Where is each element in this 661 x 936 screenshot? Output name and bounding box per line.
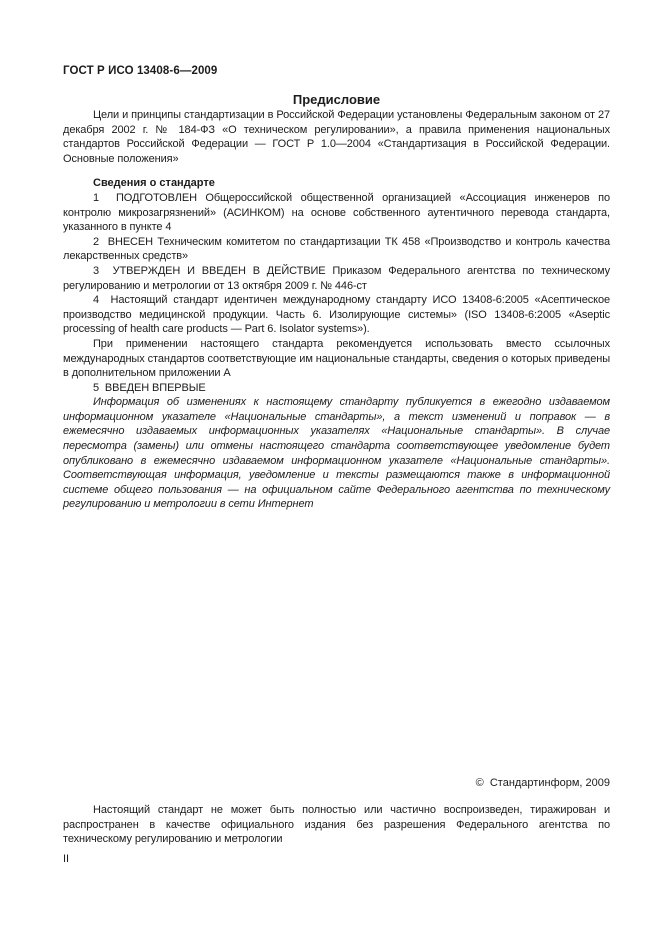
foreword-item-3: 3 УТВЕРЖДЕН И ВВЕДЕН В ДЕЙСТВИЕ Приказом Федерального агентства по техническому регулированию и метрологии от 13 октября 2009 г. № 446-ст: [63, 264, 613, 292]
foreword-item-1: 1 ПОДГОТОВЛЕН Общероссийской общественной организацией «Ассоциация инженеров по контролю микрозагрязнений» (АСИНКОМ) на основе собственного аутентичного перевода стандарта, указанного в пункте 4: [63, 191, 613, 234]
amendments-note: Информация об изменениях к настоящему стандарту публикуется в ежегодно издаваемом информационном указателе «Национальные стандарты», а текст изменений и поправок — в ежемесячно издаваемых информационных указателях «Национальные стандарты». В случае пересмотра (замены) или отмены настоящего стандарта соответствующее уведомление будет опубликовано в ежемесячно издаваемом информационном указателе «Национальные стандарты». Соответствующая информация, уведомление и тексты размещаются также в информационной системе общего пользования — на официальном сайте Федерального агентства по техническому регулированию и метрологии в сети Интернет: [63, 396, 613, 511]
copyright-notice: © Стандартинформ, 2009: [475, 777, 610, 789]
section-heading: Сведения о стандарте: [93, 177, 215, 190]
foreword-item-2: 2 ВНЕСЕН Техническим комитетом по стандартизации ТК 458 «Производство и контроль качества лекарственных средств»: [63, 235, 613, 263]
page-title: Предисловие: [292, 92, 381, 107]
foreword-item-4-continuation: При применении настоящего стандарта рекомендуется использовать вместо ссылочных международных стандартов соответствующие им национальные стандарты, сведения о которых приведены в дополнительном приложении А: [63, 337, 613, 380]
intro-paragraph: Цели и принципы стандартизации в Российской Федерации установлены Федеральным законом от 27 декабря 2002 г. № 184-ФЗ «О техническом регулировании», а правила применения национальных стандартов Российской Федерации — ГОСТ Р 1.0—2004 «Стандартизация в Российской Федерации. Основные положения»: [63, 109, 613, 165]
standard-designation-header: ГОСТ Р ИСО 13408-6—2009: [63, 65, 218, 77]
foreword-item-5: 5 ВВЕДЕН ВПЕРВЫЕ: [93, 381, 206, 394]
reproduction-restriction: Настоящий стандарт не может быть полностью или частично воспроизведен, тиражирован и распространен в качестве официального издания без разрешения Федерального агентства по техническому регулированию и метрологии: [63, 804, 613, 846]
page-content: [63, 64, 613, 512]
foreword-item-4: 4 Настоящий стандарт идентичен международному стандарту ИСО 13408-6:2005 «Асептическое производство медицинской продукции. Часть 6. Изолирующие системы» (ISO 13408-6:2005 «Aseptic processing of health care products — Part 6. Isolator systems»).: [63, 294, 613, 336]
page-number: II: [63, 853, 70, 865]
